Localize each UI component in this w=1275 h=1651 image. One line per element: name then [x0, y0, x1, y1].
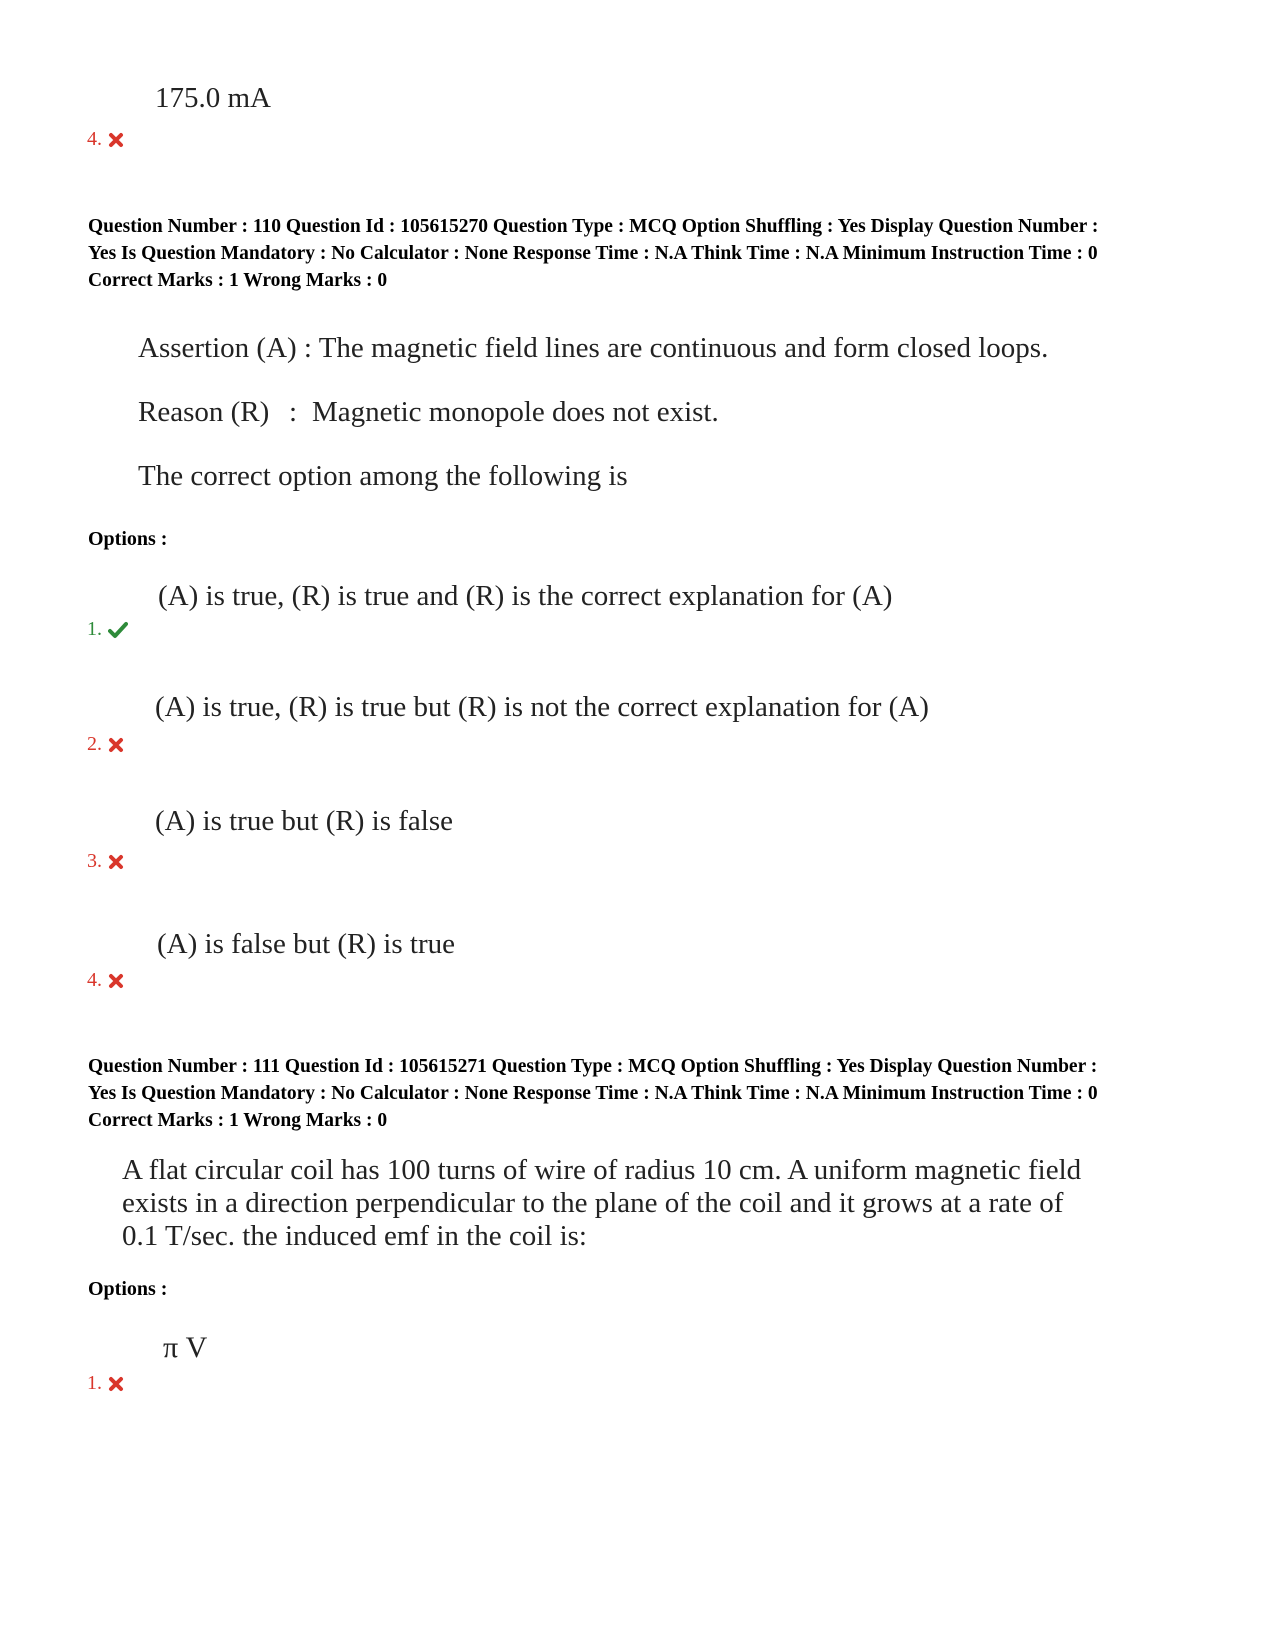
- question-line: exists in a direction perpendicular to the plane of the coil and it grows at a rate of: [122, 1187, 1064, 1219]
- question-111-meta: [88, 1054, 1218, 1135]
- option-number: 4.: [87, 128, 102, 150]
- option-number: 1.: [87, 1372, 102, 1394]
- meta-line: Yes Is Question Mandatory : No Calculator : None Response Time : N.A Think Time : N.A Minimum Instruction Time : 0: [88, 243, 1098, 264]
- question-line: 0.1 T/sec. the induced emf in the coil is:: [122, 1220, 587, 1252]
- option-number: 1.: [87, 618, 102, 640]
- meta-line: Question Number : 111 Question Id : 105615271 Question Type : MCQ Option Shuffling : Yes Display Question Number :: [88, 1056, 1098, 1077]
- option-1-text: (A) is true, (R) is true and (R) is the correct explanation for (A): [158, 580, 893, 612]
- option-number: 2.: [87, 733, 102, 755]
- option-number: 4.: [87, 969, 102, 991]
- cross-icon: [108, 132, 124, 148]
- cross-icon: [108, 854, 124, 870]
- option-2-text: (A) is true, (R) is true but (R) is not the correct explanation for (A): [155, 691, 929, 723]
- cross-icon: [108, 973, 124, 989]
- option-3-text: (A) is true but (R) is false: [155, 805, 453, 837]
- meta-line: Question Number : 110 Question Id : 105615270 Question Type : MCQ Option Shuffling : Yes Display Question Number :: [88, 216, 1099, 237]
- options-label: Options :: [88, 1278, 168, 1300]
- reason-label: Reason (R): [138, 396, 270, 428]
- meta-line: Yes Is Question Mandatory : No Calculator : None Response Time : N.A Think Time : N.A Minimum Instruction Time : 0: [88, 1083, 1098, 1104]
- question-line: A flat circular coil has 100 turns of wire of radius 10 cm. A uniform magnetic field: [122, 1154, 1082, 1186]
- question-111-text: [122, 1154, 1127, 1253]
- meta-line: Correct Marks : 1 Wrong Marks : 0: [88, 270, 388, 291]
- meta-line: Correct Marks : 1 Wrong Marks : 0: [88, 1110, 388, 1131]
- option-4-text: (A) is false but (R) is true: [157, 928, 455, 960]
- question-prompt: The correct option among the following is: [138, 460, 628, 492]
- option-2-marker: [87, 733, 124, 756]
- check-icon: [108, 621, 128, 639]
- option-marker: [87, 128, 124, 151]
- option-1-marker: [87, 618, 128, 641]
- question-110-meta: [88, 214, 1218, 295]
- options-label: Options :: [88, 528, 168, 550]
- option-4-marker: [87, 969, 124, 992]
- cross-icon: [108, 1376, 124, 1392]
- reason-separator: :: [289, 396, 298, 428]
- cross-icon: [108, 737, 124, 753]
- option-number: 3.: [87, 850, 102, 872]
- option-text: 175.0 mA: [155, 82, 271, 114]
- option-3-marker: [87, 850, 124, 873]
- reason-text: Magnetic monopole does not exist.: [312, 396, 719, 428]
- assertion-text: Assertion (A) : The magnetic field lines are continuous and form closed loops.: [138, 332, 1049, 364]
- option-1-text: π V: [163, 1331, 208, 1364]
- option-1-marker: [87, 1372, 124, 1395]
